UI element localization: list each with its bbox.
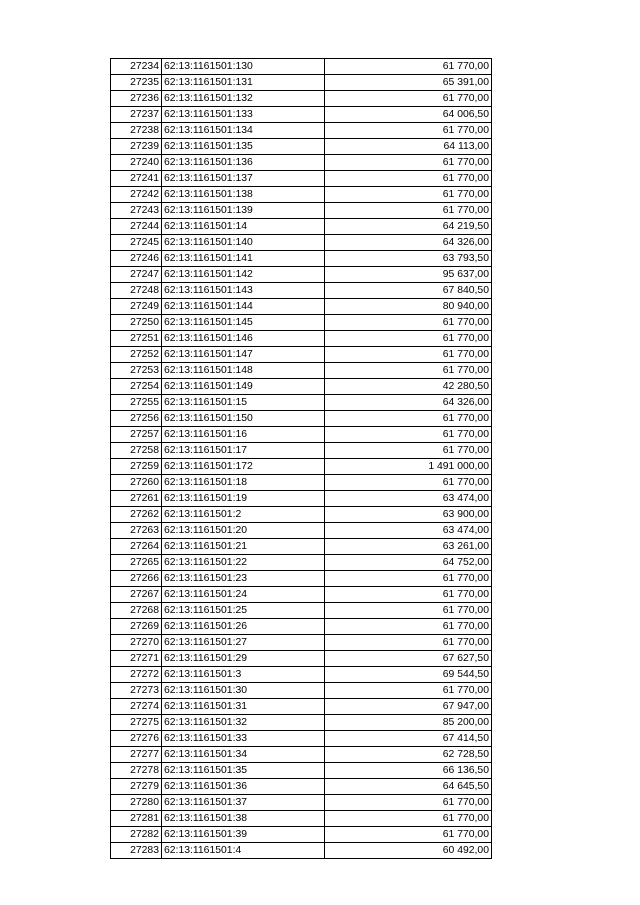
table-row xyxy=(111,827,492,843)
table-row xyxy=(111,203,492,219)
cadastral-value-cell: 61 770,00 xyxy=(325,635,492,651)
row-number-cell: 27281 xyxy=(111,811,162,827)
row-number-cell: 27277 xyxy=(111,747,162,763)
cadastral-value-cell: 61 770,00 xyxy=(325,475,492,491)
table-row xyxy=(111,603,492,619)
row-number-cell: 27252 xyxy=(111,347,162,363)
table-row xyxy=(111,219,492,235)
table-row xyxy=(111,651,492,667)
table-row xyxy=(111,507,492,523)
table-row xyxy=(111,331,492,347)
row-number-cell: 27267 xyxy=(111,587,162,603)
cadastral-number-cell: 62:13:1161501:147 xyxy=(162,347,325,363)
table-row xyxy=(111,123,492,139)
cadastral-value-cell: 63 474,00 xyxy=(325,523,492,539)
cadastral-number-cell: 62:13:1161501:145 xyxy=(162,315,325,331)
cadastral-value-cell: 69 544,50 xyxy=(325,667,492,683)
table-row xyxy=(111,715,492,731)
cadastral-value-cell: 42 280,50 xyxy=(325,379,492,395)
cadastral-value-cell: 67 840,50 xyxy=(325,283,492,299)
cadastral-value-cell: 64 645,50 xyxy=(325,779,492,795)
cadastral-value-cell: 67 627,50 xyxy=(325,651,492,667)
cadastral-value-cell: 61 770,00 xyxy=(325,155,492,171)
table-row xyxy=(111,459,492,475)
row-number-cell: 27263 xyxy=(111,523,162,539)
row-number-cell: 27275 xyxy=(111,715,162,731)
table-row xyxy=(111,235,492,251)
row-number-cell: 27242 xyxy=(111,187,162,203)
cadastral-number-cell: 62:13:1161501:14 xyxy=(162,219,325,235)
cadastral-number-cell: 62:13:1161501:137 xyxy=(162,171,325,187)
row-number-cell: 27248 xyxy=(111,283,162,299)
cadastral-number-cell: 62:13:1161501:34 xyxy=(162,747,325,763)
table-row xyxy=(111,779,492,795)
table-row xyxy=(111,379,492,395)
row-number-cell: 27240 xyxy=(111,155,162,171)
cadastral-value-cell: 66 136,50 xyxy=(325,763,492,779)
cadastral-number-cell: 62:13:1161501:31 xyxy=(162,699,325,715)
cadastral-number-cell: 62:13:1161501:23 xyxy=(162,571,325,587)
row-number-cell: 27246 xyxy=(111,251,162,267)
cadastral-number-cell: 62:13:1161501:21 xyxy=(162,539,325,555)
cadastral-number-cell: 62:13:1161501:2 xyxy=(162,507,325,523)
row-number-cell: 27247 xyxy=(111,267,162,283)
cadastral-number-cell: 62:13:1161501:136 xyxy=(162,155,325,171)
table-row xyxy=(111,635,492,651)
cadastral-number-cell: 62:13:1161501:135 xyxy=(162,139,325,155)
table-row xyxy=(111,843,492,859)
row-number-cell: 27239 xyxy=(111,139,162,155)
cadastral-value-cell: 61 770,00 xyxy=(325,587,492,603)
cadastral-value-cell: 61 770,00 xyxy=(325,603,492,619)
cadastral-value-cell: 61 770,00 xyxy=(325,811,492,827)
cadastral-number-cell: 62:13:1161501:26 xyxy=(162,619,325,635)
row-number-cell: 27244 xyxy=(111,219,162,235)
row-number-cell: 27260 xyxy=(111,475,162,491)
cadastral-value-table xyxy=(110,58,492,859)
cadastral-number-cell: 62:13:1161501:4 xyxy=(162,843,325,859)
cadastral-value-cell: 61 770,00 xyxy=(325,315,492,331)
cadastral-value-cell: 61 770,00 xyxy=(325,827,492,843)
cadastral-value-cell: 64 752,00 xyxy=(325,555,492,571)
cadastral-value-cell: 80 940,00 xyxy=(325,299,492,315)
table-row xyxy=(111,523,492,539)
cadastral-value-cell: 63 474,00 xyxy=(325,491,492,507)
cadastral-number-cell: 62:13:1161501:141 xyxy=(162,251,325,267)
cadastral-number-cell: 62:13:1161501:144 xyxy=(162,299,325,315)
cadastral-value-cell: 62 728,50 xyxy=(325,747,492,763)
cadastral-value-cell: 67 947,00 xyxy=(325,699,492,715)
cadastral-value-cell: 64 113,00 xyxy=(325,139,492,155)
table-row xyxy=(111,619,492,635)
row-number-cell: 27236 xyxy=(111,91,162,107)
cadastral-number-cell: 62:13:1161501:39 xyxy=(162,827,325,843)
cadastral-value-cell: 61 770,00 xyxy=(325,683,492,699)
row-number-cell: 27266 xyxy=(111,571,162,587)
row-number-cell: 27261 xyxy=(111,491,162,507)
row-number-cell: 27262 xyxy=(111,507,162,523)
row-number-cell: 27245 xyxy=(111,235,162,251)
cadastral-value-cell: 61 770,00 xyxy=(325,59,492,75)
row-number-cell: 27238 xyxy=(111,123,162,139)
cadastral-value-cell: 1 491 000,00 xyxy=(325,459,492,475)
cadastral-number-cell: 62:13:1161501:27 xyxy=(162,635,325,651)
table-row xyxy=(111,363,492,379)
table-row xyxy=(111,139,492,155)
cadastral-number-cell: 62:13:1161501:138 xyxy=(162,187,325,203)
cadastral-number-cell: 62:13:1161501:30 xyxy=(162,683,325,699)
cadastral-value-cell: 61 770,00 xyxy=(325,795,492,811)
table-row xyxy=(111,299,492,315)
table-row xyxy=(111,475,492,491)
row-number-cell: 27254 xyxy=(111,379,162,395)
cadastral-number-cell: 62:13:1161501:143 xyxy=(162,283,325,299)
cadastral-number-cell: 62:13:1161501:131 xyxy=(162,75,325,91)
cadastral-number-cell: 62:13:1161501:19 xyxy=(162,491,325,507)
cadastral-value-cell: 61 770,00 xyxy=(325,443,492,459)
cadastral-value-cell: 85 200,00 xyxy=(325,715,492,731)
table-row xyxy=(111,587,492,603)
row-number-cell: 27243 xyxy=(111,203,162,219)
cadastral-value-cell: 64 006,50 xyxy=(325,107,492,123)
table-row xyxy=(111,667,492,683)
table-row xyxy=(111,699,492,715)
cadastral-value-cell: 61 770,00 xyxy=(325,123,492,139)
row-number-cell: 27282 xyxy=(111,827,162,843)
row-number-cell: 27255 xyxy=(111,395,162,411)
row-number-cell: 27256 xyxy=(111,411,162,427)
cadastral-value-cell: 65 391,00 xyxy=(325,75,492,91)
cadastral-number-cell: 62:13:1161501:33 xyxy=(162,731,325,747)
table-row xyxy=(111,539,492,555)
cadastral-number-cell: 62:13:1161501:16 xyxy=(162,427,325,443)
row-number-cell: 27250 xyxy=(111,315,162,331)
cadastral-number-cell: 62:13:1161501:15 xyxy=(162,395,325,411)
row-number-cell: 27265 xyxy=(111,555,162,571)
table-row xyxy=(111,155,492,171)
cadastral-value-cell: 61 770,00 xyxy=(325,619,492,635)
table-row xyxy=(111,795,492,811)
cadastral-value-cell: 61 770,00 xyxy=(325,331,492,347)
cadastral-value-cell: 61 770,00 xyxy=(325,411,492,427)
row-number-cell: 27249 xyxy=(111,299,162,315)
table-row xyxy=(111,315,492,331)
cadastral-value-cell: 63 900,00 xyxy=(325,507,492,523)
row-number-cell: 27270 xyxy=(111,635,162,651)
cadastral-number-cell: 62:13:1161501:22 xyxy=(162,555,325,571)
cadastral-number-cell: 62:13:1161501:150 xyxy=(162,411,325,427)
cadastral-value-cell: 64 326,00 xyxy=(325,395,492,411)
row-number-cell: 27237 xyxy=(111,107,162,123)
row-number-cell: 27253 xyxy=(111,363,162,379)
cadastral-number-cell: 62:13:1161501:149 xyxy=(162,379,325,395)
cadastral-value-cell: 95 637,00 xyxy=(325,267,492,283)
cadastral-value-cell: 60 492,00 xyxy=(325,843,492,859)
table-row xyxy=(111,427,492,443)
cadastral-number-cell: 62:13:1161501:32 xyxy=(162,715,325,731)
row-number-cell: 27278 xyxy=(111,763,162,779)
row-number-cell: 27258 xyxy=(111,443,162,459)
table-row xyxy=(111,571,492,587)
table-row xyxy=(111,811,492,827)
table-row xyxy=(111,443,492,459)
cadastral-number-cell: 62:13:1161501:172 xyxy=(162,459,325,475)
table-row xyxy=(111,59,492,75)
table-row xyxy=(111,267,492,283)
row-number-cell: 27235 xyxy=(111,75,162,91)
row-number-cell: 27268 xyxy=(111,603,162,619)
table-row xyxy=(111,107,492,123)
row-number-cell: 27274 xyxy=(111,699,162,715)
cadastral-value-cell: 67 414,50 xyxy=(325,731,492,747)
cadastral-number-cell: 62:13:1161501:3 xyxy=(162,667,325,683)
table-row xyxy=(111,395,492,411)
cadastral-number-cell: 62:13:1161501:17 xyxy=(162,443,325,459)
table-row xyxy=(111,75,492,91)
cadastral-number-cell: 62:13:1161501:25 xyxy=(162,603,325,619)
table-row xyxy=(111,91,492,107)
table-row xyxy=(111,171,492,187)
cadastral-value-cell: 61 770,00 xyxy=(325,571,492,587)
row-number-cell: 27251 xyxy=(111,331,162,347)
cadastral-number-cell: 62:13:1161501:133 xyxy=(162,107,325,123)
cadastral-number-cell: 62:13:1161501:29 xyxy=(162,651,325,667)
row-number-cell: 27264 xyxy=(111,539,162,555)
cadastral-value-cell: 61 770,00 xyxy=(325,171,492,187)
table-row xyxy=(111,555,492,571)
table-row xyxy=(111,411,492,427)
cadastral-value-cell: 64 326,00 xyxy=(325,235,492,251)
table-row xyxy=(111,347,492,363)
table-row xyxy=(111,763,492,779)
table-row xyxy=(111,251,492,267)
table-row xyxy=(111,187,492,203)
cadastral-number-cell: 62:13:1161501:146 xyxy=(162,331,325,347)
cadastral-number-cell: 62:13:1161501:134 xyxy=(162,123,325,139)
cadastral-number-cell: 62:13:1161501:132 xyxy=(162,91,325,107)
table-body xyxy=(111,59,492,859)
cadastral-number-cell: 62:13:1161501:24 xyxy=(162,587,325,603)
row-number-cell: 27271 xyxy=(111,651,162,667)
cadastral-number-cell: 62:13:1161501:140 xyxy=(162,235,325,251)
cadastral-number-cell: 62:13:1161501:37 xyxy=(162,795,325,811)
cadastral-value-cell: 61 770,00 xyxy=(325,203,492,219)
cadastral-value-cell: 61 770,00 xyxy=(325,427,492,443)
cadastral-number-cell: 62:13:1161501:18 xyxy=(162,475,325,491)
cadastral-value-cell: 61 770,00 xyxy=(325,347,492,363)
cadastral-value-cell: 61 770,00 xyxy=(325,363,492,379)
row-number-cell: 27280 xyxy=(111,795,162,811)
row-number-cell: 27257 xyxy=(111,427,162,443)
row-number-cell: 27269 xyxy=(111,619,162,635)
row-number-cell: 27259 xyxy=(111,459,162,475)
cadastral-value-cell: 61 770,00 xyxy=(325,187,492,203)
cadastral-number-cell: 62:13:1161501:20 xyxy=(162,523,325,539)
row-number-cell: 27234 xyxy=(111,59,162,75)
table-row xyxy=(111,683,492,699)
row-number-cell: 27276 xyxy=(111,731,162,747)
cadastral-number-cell: 62:13:1161501:36 xyxy=(162,779,325,795)
cadastral-value-cell: 63 793,50 xyxy=(325,251,492,267)
row-number-cell: 27272 xyxy=(111,667,162,683)
table-row xyxy=(111,491,492,507)
row-number-cell: 27241 xyxy=(111,171,162,187)
cadastral-value-cell: 64 219,50 xyxy=(325,219,492,235)
cadastral-number-cell: 62:13:1161501:35 xyxy=(162,763,325,779)
cadastral-number-cell: 62:13:1161501:142 xyxy=(162,267,325,283)
cadastral-number-cell: 62:13:1161501:130 xyxy=(162,59,325,75)
table-row xyxy=(111,747,492,763)
table-row xyxy=(111,731,492,747)
cadastral-value-cell: 61 770,00 xyxy=(325,91,492,107)
cadastral-number-cell: 62:13:1161501:139 xyxy=(162,203,325,219)
cadastral-number-cell: 62:13:1161501:38 xyxy=(162,811,325,827)
table-row xyxy=(111,283,492,299)
row-number-cell: 27283 xyxy=(111,843,162,859)
row-number-cell: 27279 xyxy=(111,779,162,795)
row-number-cell: 27273 xyxy=(111,683,162,699)
cadastral-number-cell: 62:13:1161501:148 xyxy=(162,363,325,379)
cadastral-value-cell: 63 261,00 xyxy=(325,539,492,555)
